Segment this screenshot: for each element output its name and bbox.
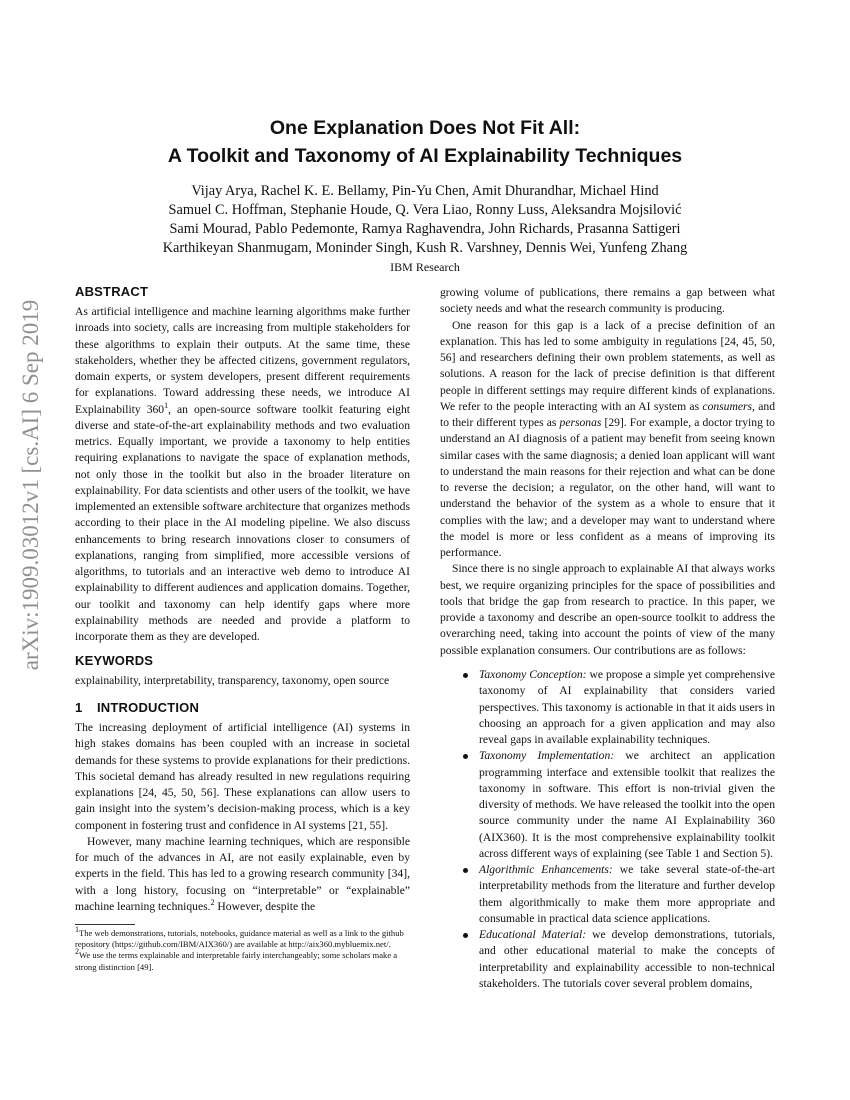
bullet-icon	[463, 933, 468, 938]
contributions-list-wrap	[440, 667, 775, 992]
footnote-ref-2[interactable]: 2	[210, 897, 215, 907]
arxiv-id: arXiv:1909.03012v1 [cs.AI] 6 Sep 2019	[18, 299, 43, 671]
intro-paragraph-2: However, many machine learning techniques, which are responsible for much of the advances in AI, are not easily explainable, even by experts in the field. This has led to a growing research community [34], with a long history, focusing on “interpretable” or “explainable” machine learning techniques.$^2$ However, despite the	[75, 834, 410, 913]
abstract-heading: ABSTRACT	[75, 284, 149, 299]
contributions-list	[440, 667, 775, 992]
contribution-item: Algorithmic Enhancements: we take several state-of-the-art interpretability methods from the literature and further develop them algorithmically to make them more appropriate and consumable in practical data science applications.	[440, 862, 775, 927]
intro-heading-wrap	[75, 700, 199, 715]
author-line-4: Karthikeyan Shanmugam, Moninder Singh, Kush R. Varshney, Dennis Wei, Yunfeng Zhang	[162, 240, 688, 256]
footnote-rule	[75, 924, 135, 925]
bullet-icon	[463, 754, 468, 759]
paper-title-line-2: A Toolkit and Taxonomy of AI Explainability Techniques	[167, 145, 683, 167]
keywords-heading-wrap	[75, 653, 153, 668]
contribution-item: Educational Material: we develop demonstrations, tutorials, and other educational material to make the concepts of interpretability and explainability accessible to non-technical stakeholders. The tutorials cover several problem domains,	[440, 927, 775, 992]
paper-title-line-1: One Explanation Does Not Fit All:	[269, 117, 581, 139]
keywords-body	[75, 673, 415, 689]
footnote-1: $^1$The web demonstrations, tutorials, notebooks, guidance material as well as a link to the github repository (https://github.com/IBM/AIX360/) are available at http://aix360.mybluemix.net/.	[75, 925, 404, 950]
footnote-2: $^2$We use the terms explainable and interpretable fairly interchangeably; some scholars make a strong distinction [49].	[75, 947, 398, 972]
author-line-3: Sami Mourad, Pablo Pedemonte, Ramya Raghavendra, John Richards, Prasanna Sattigeri	[169, 221, 681, 237]
contribution-item: Taxonomy Conception: we propose a simple yet comprehensive taxonomy of AI explainability that considers varied perspectives. This taxonomy is actionable in that it aids users in choosing an approach for a given application and may also reveal gaps in available explainability techniques.	[440, 667, 775, 748]
bullet-icon	[463, 868, 468, 873]
right-paragraph-1: One reason for this gap is a lack of a precise definition of an explanation. This has led to some ambiguity in regulations [24, 45, 50, 56] and researchers defining their own problem statements, as well as solutions. A reason for the lack of precise definition is that different people in different settings may require different kinds of explanations. We refer to the people interacting with an AI system as consumers, and to their different types as personas [29]. For example, a doctor trying to understand an AI diagnosis of a patient may benefit from seeing known similar cases with the same diagnosis; a denied loan applicant will want to understand the main reasons for their rejection and what can be done to reverse the decision; a regulator, on the other hand, will want to understand the behavior of the system as a whole to ensure that it complies with the law; and a developer may want to understand where the model is more or less confident as a means of improving its performance.	[440, 318, 775, 559]
intro-heading: INTRODUCTION	[97, 700, 200, 715]
author-line-2: Samuel C. Hoffman, Stephanie Houde, Q. Vera Liao, Ronny Luss, Aleksandra Mojsilović	[168, 202, 682, 218]
contribution-item: Taxonomy Implementation: we architect an application programming interface and extensible toolkit that realizes the taxonomy in software. This effort is non-trivial given the diversity of methods. We have released the toolkit into the open source community under the name AI Explainability 360 (AIX360). It is the most comprehensive explainability toolkit across different ways of explaining (see Table 1 and Section 5).	[440, 748, 775, 862]
affiliation: IBM Research	[390, 260, 460, 274]
footnotes	[75, 925, 410, 973]
keywords-text: explainability, interpretability, transparency, taxonomy, open source	[75, 674, 390, 687]
arxiv-stamp	[6, 300, 56, 670]
abstract-text-after: , an open-source software toolkit featuring eight diverse and state-of-the-art explainability methods and two evaluation metrics. Equally important, we provide a taxonomy to help entities requiring explanations to navigate the space of explanation methods, not only those in the toolkit but also in the broader literature on explainability. For data scientists and other users of the toolkit, we have implemented an extensible software architecture that organizes methods according to their place in the AI modeling pipeline. We also discuss enhancements to bring research innovations closer to consumers of explanations, ranging from simplified, more accessible versions of algorithms, to tutorials and an interactive web demo to introduce AI explainability to different audiences and application domains. Together, our toolkit and taxonomy can help identify gaps where more explainability methods are needed and provide a platform to incorporate them as they are developed.	[75, 402, 410, 643]
right-paragraph-2: Since there is no single approach to explainable AI that always works best, we require organizing principles for the space of possibilities and tools that bridge the gap from research to practice. In this paper, we provide a taxonomy and describe an open-source toolkit to address the overarching need, taking into account the points of view of the many possible explanation consumers. Our contributions are as follows:	[440, 562, 775, 657]
abstract-heading-wrap	[75, 284, 148, 299]
footnote-ref-1[interactable]: 1	[164, 400, 169, 410]
intro-left-body	[75, 720, 410, 915]
abstract-body	[75, 304, 410, 645]
author-line-1: Vijay Arya, Rachel K. E. Bellamy, Pin-Yu Chen, Amit Dhurandhar, Michael Hind	[191, 183, 659, 199]
intro-number: 1	[75, 700, 83, 715]
keywords-heading: KEYWORDS	[75, 653, 154, 668]
intro-paragraph-1: The increasing deployment of artificial intelligence (AI) systems in high stakes domains has been coupled with an increase in societal demands for these systems to provide explanations for their predictions. This societal demand has already resulted in new regulations requiring explanations [24, 45, 50, 56]. These explanations can allow users to gain insight into the system’s decision-making process, which is a key component in fostering trust and confidence in AI systems [21, 55].	[75, 721, 410, 832]
right-paragraph-0: growing volume of publications, there remains a gap between what society needs and what the research community is producing.	[440, 286, 775, 316]
abstract-text-before: As artificial intelligence and machine learning algorithms make further inroads into society, calls are increasing from multiple stakeholders for these algorithms to explain their outputs. At the same time, these stakeholders, whether they be affected citizens, government regulators, domain experts, or system developers, present different requirements for explanations. Toward addressing these needs, we introduce AI Explainability 360	[75, 305, 410, 416]
intro-right-body	[440, 285, 775, 659]
bullet-icon	[463, 673, 468, 678]
